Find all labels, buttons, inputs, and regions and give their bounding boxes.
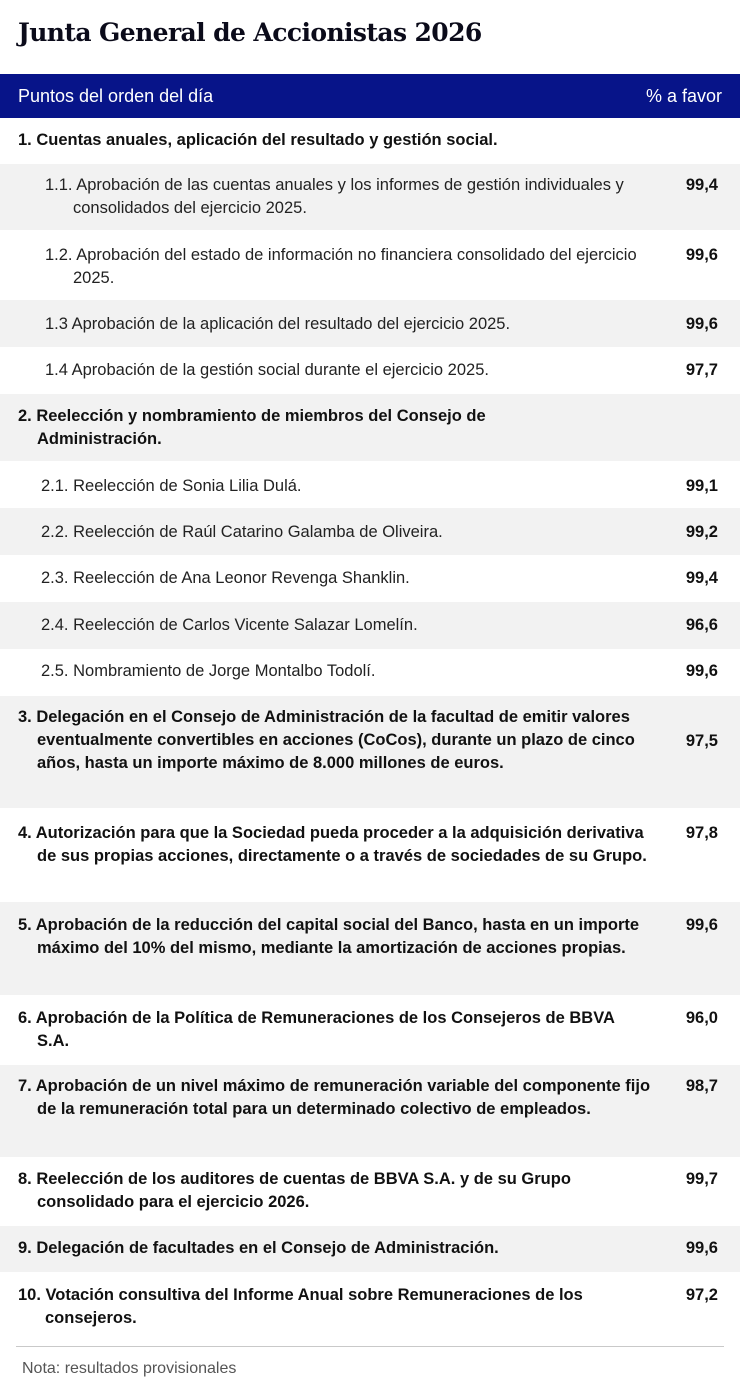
row-value: 99,6 [685, 662, 718, 680]
row-text: 1.4 Aprobación de la gestión social durante el ejercicio 2025. [45, 361, 489, 379]
row-text: 5. Aprobación de la reducción del capital social del Banco, hasta en un importe máximo del 10% del mismo, mediante la amortización de acciones propias. [18, 916, 640, 957]
table-row [0, 649, 740, 696]
row-text: 3. Delegación en el Consejo de Administración de la facultad de emitir valores eventualmente convertibles en acciones (CoCos), durante un plazo de cinco años, hasta un importe máximo de 8.000 millones de euros. [18, 708, 635, 772]
row-value: 96,6 [685, 616, 718, 634]
row-text: 2.2. Reelección de Raúl Catarino Galamba de Oliveira. [41, 523, 443, 541]
row-value: 99,4 [685, 569, 718, 587]
divider [16, 1346, 724, 1347]
row-text: 6. Aprobación de la Política de Remuneraciones de los Consejeros de BBVA S.A. [18, 1009, 615, 1050]
row-text: 4. Autorización para que la Sociedad pueda proceder a la adquisición derivativa de sus propias acciones, directamente o a través de sociedades de su Grupo. [18, 824, 647, 865]
row-text: 2.1. Reelección de Sonia Lilia Dulá. [41, 477, 302, 495]
table-row [0, 696, 740, 808]
table-row [0, 461, 740, 508]
row-value: 98,7 [685, 1077, 718, 1095]
row-text: 7. Aprobación de un nivel máximo de remuneración variable del componente fijo de la remuneración total para un determinado colectivo de empleados. [18, 1077, 651, 1118]
row-text: 2.5. Nombramiento de Jorge Montalbo Todolí. [41, 662, 376, 680]
table-row [0, 1226, 740, 1272]
row-text: 8. Reelección de los auditores de cuentas de BBVA S.A. y de su Grupo consolidado para el ejercicio 2026. [18, 1170, 571, 1211]
table-row [0, 1272, 740, 1342]
table-row [0, 995, 740, 1065]
row-value: 96,0 [685, 1009, 718, 1027]
table-row [0, 808, 740, 902]
row-value: 99,6 [685, 916, 718, 934]
table-row [0, 1065, 740, 1157]
footnote: Nota: resultados provisionales [22, 1360, 237, 1377]
row-value: 97,7 [685, 361, 718, 379]
table-row [0, 555, 740, 602]
row-text: 1.3 Aprobación de la aplicación del resultado del ejercicio 2025. [45, 315, 511, 333]
table-row [0, 394, 740, 461]
table-row [0, 1157, 740, 1226]
header-percent-label: % a favor [645, 86, 722, 106]
row-text: 9. Delegación de facultades en el Consejo de Administración. [18, 1239, 499, 1257]
row-text: 2.3. Reelección de Ana Leonor Revenga Shanklin. [41, 569, 410, 587]
table-row [0, 602, 740, 649]
row-value: 99,6 [685, 246, 718, 264]
row-value: 99,4 [685, 176, 718, 194]
row-value: 97,5 [685, 732, 718, 750]
header-agenda-label: Puntos del orden del día [18, 86, 214, 106]
table-row [0, 118, 740, 164]
table-row [0, 230, 740, 300]
row-value: 99,1 [685, 477, 718, 495]
row-value: 99,6 [685, 1239, 718, 1257]
table-row [0, 508, 740, 555]
row-value: 99,2 [685, 523, 718, 541]
table-row [0, 347, 740, 394]
row-value: 99,6 [685, 315, 718, 333]
row-text: 10. Votación consultiva del Informe Anual sobre Remuneraciones de los consejeros. [18, 1286, 583, 1327]
table-row [0, 902, 740, 995]
row-value: 97,2 [685, 1286, 718, 1304]
row-text: 2.4. Reelección de Carlos Vicente Salazar Lomelín. [41, 616, 418, 634]
table-row [0, 164, 740, 230]
page-title: Junta General de Accionistas 2026 [18, 18, 482, 47]
table-header [0, 74, 740, 118]
row-text: 1. Cuentas anuales, aplicación del resultado y gestión social. [18, 131, 498, 149]
row-text: 1.2. Aprobación del estado de información no financiera consolidado del ejercicio 2025. [45, 246, 637, 287]
row-text: 1.1. Aprobación de las cuentas anuales y los informes de gestión individuales y consolidados del ejercicio 2025. [45, 176, 624, 217]
row-value: 97,8 [685, 824, 718, 842]
row-value: 99,7 [685, 1170, 718, 1188]
row-text: 2. Reelección y nombramiento de miembros del Consejo de Administración. [18, 407, 486, 448]
table-row [0, 300, 740, 347]
